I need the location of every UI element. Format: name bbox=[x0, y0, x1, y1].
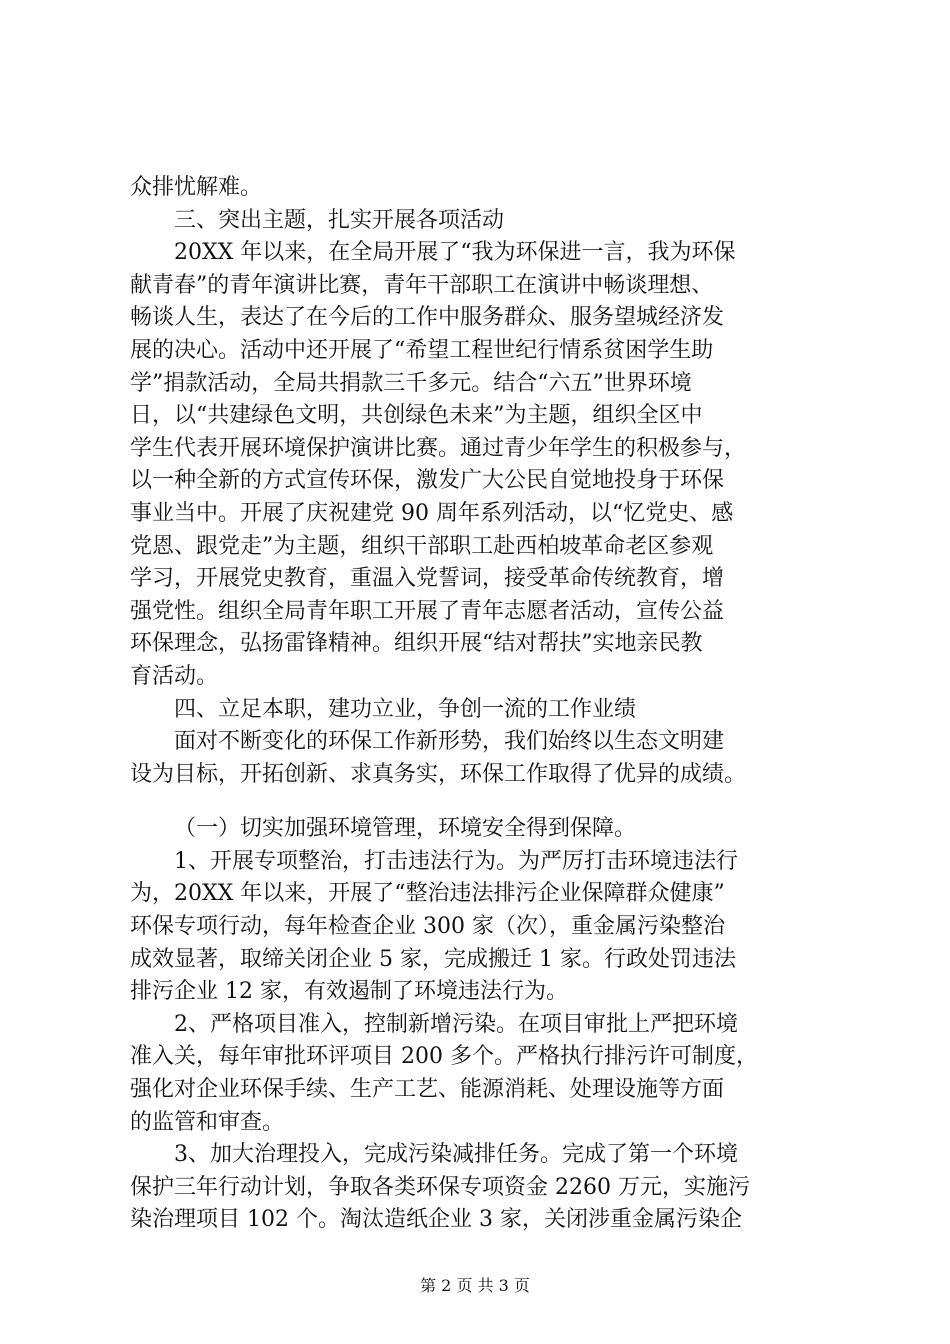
paragraph-line: 环保理念，弘扬雷锋精神。组织开展“结对帮扶”实地亲民教 bbox=[130, 631, 703, 657]
paragraph-line: 保护三年行动计划，争取各类环保专项资金 2260 万元，实施污 bbox=[130, 1174, 750, 1200]
section-heading-4: 四、立足本职，建功立业，争创一流的工作业绩 bbox=[174, 696, 637, 722]
paragraph-line: 学”捐款活动，全局共捐款三千多元。结合“六五”世界环境 bbox=[130, 370, 692, 396]
paragraph-line: 环保专项行动，每年检查企业 300 家（次），重金属污染整治 bbox=[130, 914, 725, 940]
paragraph-line: 3、加大治理投入，完成污染减排任务。完成了第一个环境 bbox=[174, 1142, 738, 1168]
paragraph-line: 20XX 年以来，在全局开展了“我为环保进一言，我为环保 bbox=[174, 240, 736, 266]
paragraph-line: 强化对企业环保手续、生产工艺、能源消耗、处理设施等方面 bbox=[130, 1077, 725, 1103]
paragraph-line: 1、开展专项整治，打击违法行为。为严厉打击环境违法行 bbox=[174, 848, 738, 874]
document-body bbox=[130, 172, 836, 1237]
paragraph-line: 献青春”的青年演讲比赛，青年干部职工在演讲中畅谈理想、 bbox=[130, 272, 714, 298]
paragraph-line: 染治理项目 102 个。淘汰造纸企业 3 家，关闭涉重金属污染企 bbox=[130, 1207, 742, 1233]
paragraph-line: 学习，开展党史教育，重温入党誓词，接受革命传统教育，增 bbox=[130, 566, 725, 592]
paragraph-line: 育活动。 bbox=[130, 663, 219, 689]
paragraph-line: 面对不断变化的环保工作新形势，我们始终以生态文明建 bbox=[174, 729, 725, 755]
subsection-heading-1: （一）切实加强环境管理，环境安全得到保障。 bbox=[174, 816, 637, 842]
paragraph-line: 畅谈人生，表达了在今后的工作中服务群众、服务望城经济发 bbox=[130, 305, 725, 331]
paragraph-line: 众排忧解难。 bbox=[130, 175, 263, 200]
paragraph-line: 排污企业 12 家，有效遏制了环境违法行为。 bbox=[130, 979, 568, 1005]
paragraph-line: 的监管和审查。 bbox=[130, 1109, 285, 1135]
paragraph-line: 为，20XX 年以来，开展了“整治违法排污企业保障群众健康” bbox=[130, 881, 725, 907]
paragraph-line: 事业当中。开展了庆祝建党 90 周年系列活动，以“忆党史、感 bbox=[130, 500, 734, 526]
paragraph-line: 强党性。组织全局青年职工开展了青年志愿者活动，宣传公益 bbox=[130, 598, 725, 624]
paragraph-line: 设为目标，开拓创新、求真务实，环保工作取得了优异的成绩。 bbox=[130, 761, 747, 787]
paragraph-line: 准入关，每年审批环评项目 200 多个。严格执行排污许可制度， bbox=[130, 1044, 758, 1070]
paragraph-line: 党恩、跟党走”为主题，组织干部职工赴西柏坡革命老区参观 bbox=[130, 533, 714, 559]
paragraph-line: 展的决心。活动中还开展了“希望工程世纪行情系贫困学生助 bbox=[130, 337, 714, 363]
paragraph-line: 成效显著，取缔关闭企业 5 家，完成搬迁 1 家。行政处罚违法 bbox=[130, 946, 736, 972]
page-number-footer: 第 2 页 共 3 页 bbox=[420, 1276, 530, 1295]
paragraph-line: 以一种全新的方式宣传环保，激发广大公民自觉地投身于环保 bbox=[130, 468, 725, 494]
paragraph-line: 2、严格项目准入，控制新增污染。在项目审批上严把环境 bbox=[174, 1011, 738, 1037]
paragraph-line: 日，以“共建绿色文明，共创绿色未来”为主题，组织全区中 bbox=[130, 403, 703, 429]
paragraph-line: 学生代表开展环境保护演讲比赛。通过青少年学生的积极参与， bbox=[130, 435, 747, 461]
section-heading-3: 三、突出主题，扎实开展各项活动 bbox=[174, 207, 505, 233]
